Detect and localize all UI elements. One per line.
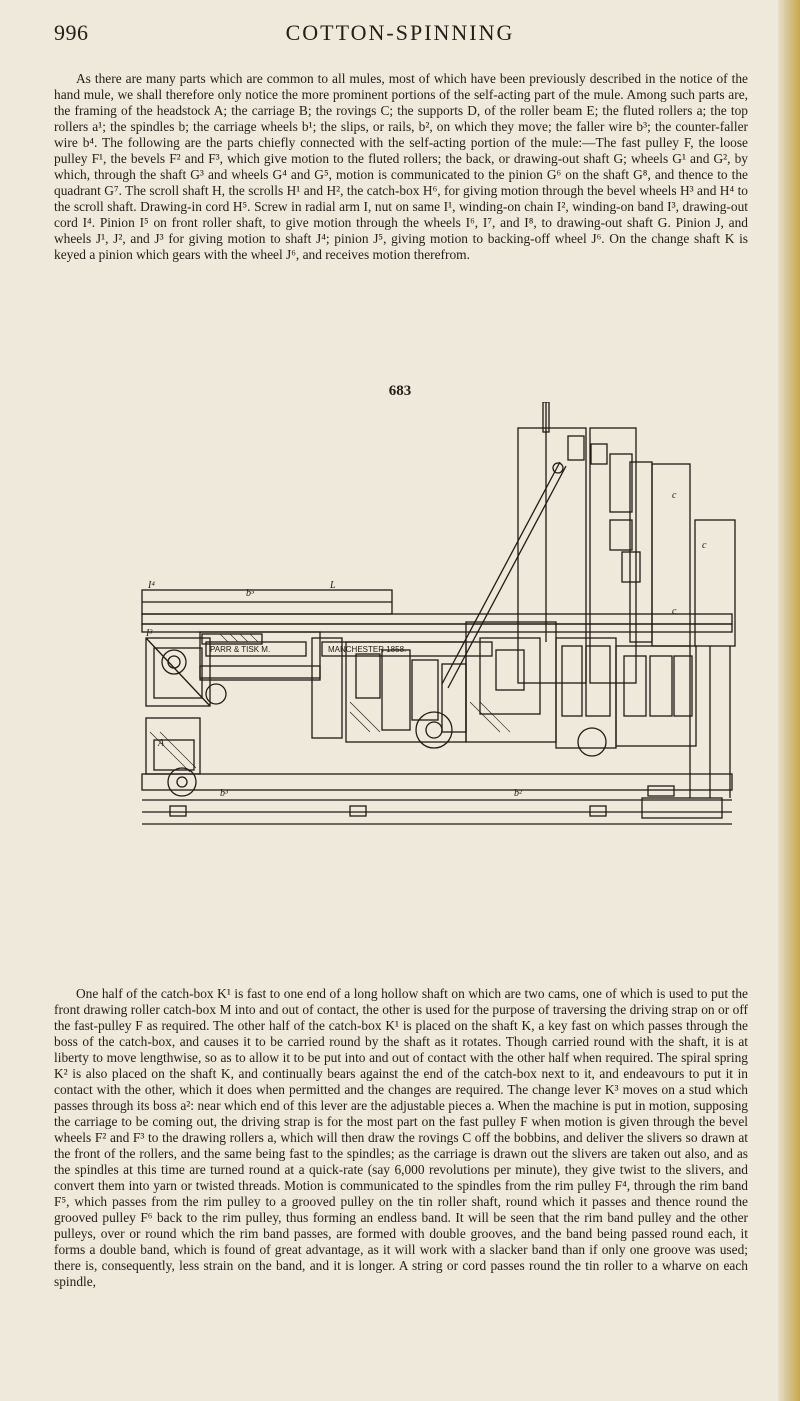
label-i4: I⁴: [148, 580, 155, 591]
headstock-engraving: [50, 402, 750, 978]
running-head: COTTON-SPINNING: [285, 20, 515, 45]
label-c-3: c: [672, 606, 677, 617]
label-i3: I³: [146, 628, 153, 639]
maker-plate-text: PARR & TISK M.: [210, 645, 271, 654]
figure-number: 683: [388, 383, 412, 399]
paragraph-parts-list: As there are many parts which are common to all mules, most of which have been previously described in the notice of the hand mule, we shall therefore only notice the more prominent portions of the self-acting part of the mule. Among such parts are, the framing of the headstock A; the carriage B; the rovings C; the supports D, of the roller beam E; the fluted rollers a; the top rollers a¹; the spindles b; the carriage wheels b¹; the slips, or rails, b², on which they move; the faller wire b³; the counter-faller wire b⁴. The following are the parts chiefly connected with the self-acting portion of the mule:—The fast pulley F, the loose pulley F¹, the bevels F² and F³, which give motion to the fluted rollers; the back, or drawing-out shaft G; wheels G¹ and G², by which, through the shaft G³ and wheels G⁴ and G⁵, motion is communicated to the pinion G⁶ on the shaft G⁸, and thence to the quadrant G⁷. The scroll shaft H, the scrolls H¹ and H², the catch-box H⁶, for giving motion through the bevel wheels H³ and H⁴ to the scroll shaft. Drawing-in cord H⁵. Screw in radial arm I, nut on same I¹, winding-on chain I², winding-on band I³, drawing-out cord I⁴. Pinion I⁵ on front roller shaft, to give motion through the wheels I⁶, I⁷, and I⁸, to drawing-out shaft G. Pinion J, and wheels J¹, J², and J³ for giving motion to shaft J⁴; pinion J⁵, giving motion to backing-off wheel J⁶. On the change shaft K is keyed a pinion which gears with the wheel J⁶, and receives motion therefrom.: [54, 71, 748, 262]
page-number: 996: [54, 20, 89, 45]
label-a: A: [158, 738, 165, 749]
label-b2: b²: [514, 788, 522, 799]
mule-headstock-figure: [50, 402, 750, 978]
label-c-1: c: [672, 490, 677, 501]
carriage-wheel: [168, 768, 196, 796]
label-b5: b⁵: [246, 588, 255, 599]
label-b3: b³: [220, 788, 228, 799]
paragraph-catch-box: One half of the catch-box K¹ is fast to one end of a long hollow shaft on which are two cams, one of which is used to put the front drawing roller catch-box M into and out of contact, the other is used for the purpose of traversing the driving strap on or off the fast-pulley F as required. The other half of the catch-box K¹ is placed on the shaft K, a key fast on which passes through the boss of the catch-box, and causes it to be carried round by the shaft as it rotates. Though carried round with the shaft, it is at liberty to move lengthwise, so as to allow it to be put into and out of contact with the other half when required. The spiral spring K² is also placed on the shaft K, and continually bears against the end of the catch-box next to it, and endeavours to put it in contact with the other, which it does when permitted and the changes are required. The change lever K³ moves on a stud which passes through its boss a²: near which end of this lever are the adjustable pieces a. When the machine is put in motion, supposing the carriage to be coming out, the driving strap is for the most part on the fast pulley F when motion is given through the bevel wheels F² and F³ to the drawing rollers a, which will then draw the rovings C off the bobbins, and deliver the slivers so drawn at the front of the rollers, and the same being fast to the spindles; as the carriage is drawn out the slivers are taken out also, and as the spindles at this time are turned round at a quick-rate (say 6,000 revolutions per minute), they give twist to the slivers, and convert them into yarn or twisted threads. Motion is communicated to the spindles from the rim pulley F⁴, through the rim band F⁵, which passes from the rim pulley to a grooved pulley on the tin roller shaft, round which it passes and thence round the grooved pulley F⁶ back to the rim pulley, thus forming an endless band. It will be seen that the rim band pulley and the other pulleys, over or round which the rim band passes, are formed with double grooves, and the band being passed round each, it forms a double band, which is found of great advantage, as it will work with a slacker band than if only one groove was used; there is, consequently, less strain on the band, and it is longer. A string or cord passes round the tin roller to a wharve on each spindle,: [54, 986, 748, 1289]
page-header: [54, 20, 746, 48]
place-date-plate-text: MANCHESTER 1858.: [328, 645, 407, 654]
page-edge-shadow: [778, 0, 800, 1401]
label-c-2: c: [702, 540, 707, 551]
label-l: L: [330, 580, 336, 591]
